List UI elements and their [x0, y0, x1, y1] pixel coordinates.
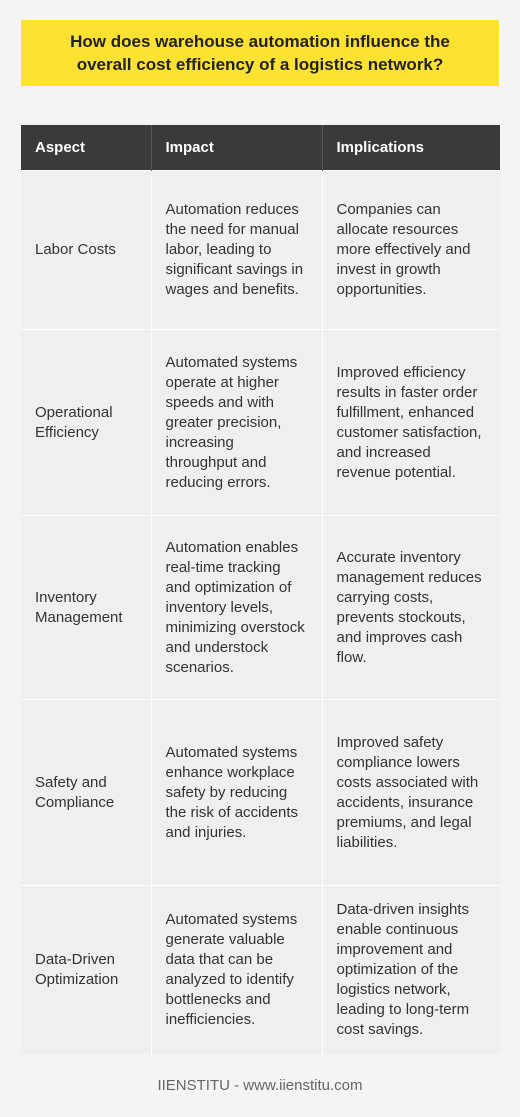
table-row [21, 516, 500, 700]
cell-impact: Automated systems enhance workplace safety by reducing the risk of accidents and injuries. [151, 700, 322, 886]
cell-aspect: Labor Costs [21, 171, 151, 330]
footer-credit: IIENSTITU - www.iienstitu.com [157, 1077, 363, 1094]
cell-impact: Automation reduces the need for manual labor, leading to significant savings in wages and benefits. [151, 171, 322, 330]
cell-aspect: Inventory Management [21, 516, 151, 700]
cell-impact: Automation enables real-time tracking and optimization of inventory levels, minimizing overstock and understock scenarios. [151, 516, 322, 700]
cell-implications: Accurate inventory management reduces carrying costs, prevents stockouts, and improves cash flow. [322, 516, 500, 700]
table-row [21, 700, 500, 886]
table-row [21, 886, 500, 1055]
cell-aspect: Operational Efficiency [21, 330, 151, 516]
cell-implications: Data-driven insights enable continuous improvement and optimization of the logistics network, leading to long-term cost savings. [322, 886, 500, 1055]
cell-implications: Improved efficiency results in faster order fulfillment, enhanced customer satisfaction, and increased revenue potential. [322, 330, 500, 516]
header-aspect: Aspect [21, 125, 151, 171]
cell-implications: Improved safety compliance lowers costs associated with accidents, insurance premiums, and legal liabilities. [322, 700, 500, 886]
cell-implications: Companies can allocate resources more effectively and invest in growth opportunities. [322, 171, 500, 330]
cell-impact: Automated systems generate valuable data that can be analyzed to identify bottlenecks and inefficiencies. [151, 886, 322, 1055]
header-implications: Implications [322, 125, 500, 171]
table-row [21, 171, 500, 330]
table-header-row [21, 125, 500, 171]
comparison-table [21, 125, 500, 1054]
cell-impact: Automated systems operate at higher speeds and with greater precision, increasing throughput and reducing errors. [151, 330, 322, 516]
table-row [21, 330, 500, 516]
cell-aspect: Safety and Compliance [21, 700, 151, 886]
header-impact: Impact [151, 125, 322, 171]
question-banner [21, 20, 499, 86]
question-text: How does warehouse automation influence the overall cost efficiency of a logistics network? [70, 32, 450, 74]
cell-aspect: Data-Driven Optimization [21, 886, 151, 1055]
